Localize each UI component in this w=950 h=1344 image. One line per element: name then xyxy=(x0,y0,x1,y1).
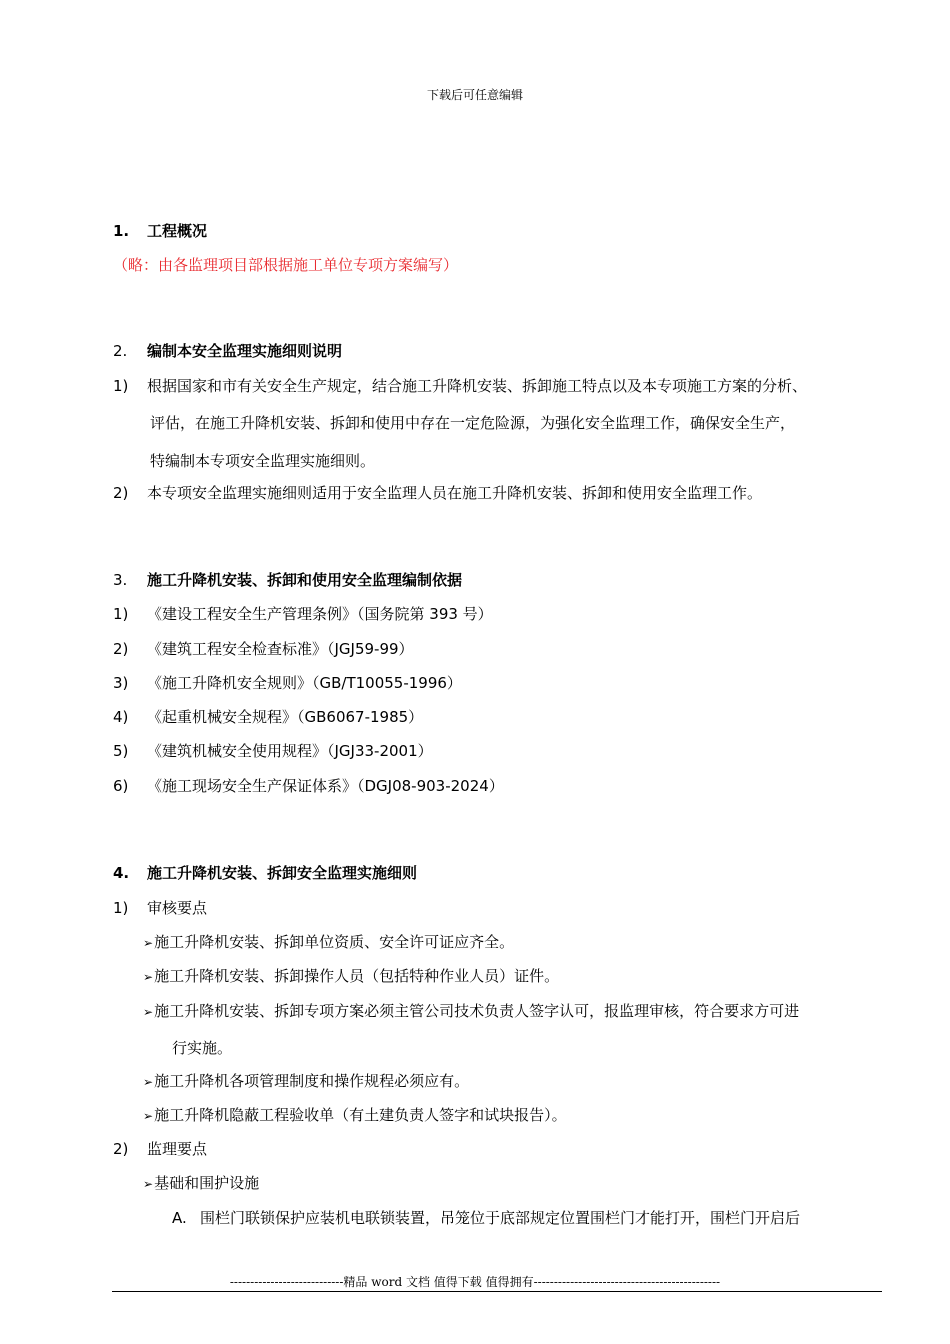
item-text: 根据国家和市有关安全生产规定，结合施工升降机安装、拆卸施工特点以及本专项施工方案的分析、 xyxy=(147,377,808,395)
item-number: 2) xyxy=(113,1140,129,1158)
section-title: 施工升降机安装、拆卸安全监理实施细则 xyxy=(147,864,418,882)
item-number: 5) xyxy=(113,742,129,760)
arrow-bullet-icon: ➢ xyxy=(143,936,154,950)
item-number: 2) xyxy=(113,640,129,658)
list-item xyxy=(113,775,504,796)
item-text: 《施工现场安全生产保证体系》（DGJ08-903-2024） xyxy=(147,777,504,795)
section-title: 工程概况 xyxy=(147,222,208,240)
item-number: 1) xyxy=(113,605,129,623)
list-item xyxy=(113,375,807,396)
item-text: 《建筑机械安全使用规程》（JGJ33-2001） xyxy=(147,742,433,760)
bullet-text: 施工升降机隐蔽工程验收单（有土建负责人签字和试块报告）。 xyxy=(154,1106,567,1124)
bullet-item xyxy=(143,1172,259,1193)
item-letter: A. xyxy=(172,1209,187,1227)
list-item xyxy=(113,638,414,659)
arrow-bullet-icon: ➢ xyxy=(143,1075,154,1089)
subsection-heading xyxy=(113,1138,207,1159)
item-text: 本专项安全监理实施细则适用于安全监理人员在施工升降机安装、拆卸和使用安全监理工作。 xyxy=(147,484,763,502)
bullet-item xyxy=(143,1104,567,1125)
item-text: 《施工升降机安全规则》（GB/T10055-1996） xyxy=(147,674,462,692)
list-item xyxy=(113,482,762,503)
section-2-heading xyxy=(113,340,342,361)
item-number: 1) xyxy=(113,899,129,917)
item-number: 3) xyxy=(113,674,129,692)
lettered-item xyxy=(172,1207,800,1228)
arrow-bullet-icon: ➢ xyxy=(143,1005,154,1019)
item-text: 围栏门联锁保护应装机电联锁装置，吊笼位于底部规定位置围栏门才能打开，围栏门开启后 xyxy=(200,1209,801,1227)
item-number: 2) xyxy=(113,484,129,502)
bullet-item xyxy=(143,1000,799,1021)
arrow-bullet-icon: ➢ xyxy=(143,1109,154,1123)
section-title: 施工升降机安装、拆卸和使用安全监理编制依据 xyxy=(147,571,463,589)
section-number: 3. xyxy=(113,571,128,589)
item-number: 4) xyxy=(113,708,129,726)
bullet-text: 施工升降机安装、拆卸单位资质、安全许可证应齐全。 xyxy=(154,933,515,951)
section-3-heading xyxy=(113,569,462,590)
page-header: 下载后可任意编辑 xyxy=(426,88,523,102)
bullet-text-continuation: 行实施。 xyxy=(172,1039,233,1057)
item-number: 1) xyxy=(113,377,129,395)
list-item xyxy=(113,672,462,693)
item-text: 《起重机械安全规程》（GB6067-1985） xyxy=(147,708,424,726)
bullet-text: 施工升降机安装、拆卸操作人员（包括特种作业人员）证件。 xyxy=(154,967,560,985)
item-text: 监理要点 xyxy=(147,1140,208,1158)
section-number: 4. xyxy=(113,864,130,882)
footer-divider xyxy=(112,1291,882,1292)
section-1-heading xyxy=(113,220,207,241)
subsection-heading xyxy=(113,897,207,918)
section-title: 编制本安全监理实施细则说明 xyxy=(147,342,343,360)
list-item xyxy=(113,706,423,727)
bullet-text: 基础和围护设施 xyxy=(154,1174,260,1192)
section-number: 2. xyxy=(113,342,128,360)
item-text-line: 评估，在施工升降机安装、拆卸和使用中存在一定危险源，为强化安全监理工作，确保安全生产， xyxy=(150,414,796,432)
arrow-bullet-icon: ➢ xyxy=(143,1177,154,1191)
arrow-bullet-icon: ➢ xyxy=(143,970,154,984)
bullet-text: 施工升降机各项管理制度和操作规程必须应有。 xyxy=(154,1072,470,1090)
list-item xyxy=(113,603,493,624)
item-text-line: 特编制本专项安全监理实施细则。 xyxy=(150,452,376,470)
bullet-item xyxy=(143,931,514,952)
bullet-text: 施工升降机安装、拆卸专项方案必须主管公司技术负责人签字认可，报监理审核，符合要求方可进 xyxy=(154,1002,800,1020)
item-text: 《建筑工程安全检查标准》（JGJ59-99） xyxy=(147,640,414,658)
item-number: 6) xyxy=(113,777,129,795)
section-1-note: （略：由各监理项目部根据施工单位专项方案编写） xyxy=(113,256,459,274)
item-text: 审核要点 xyxy=(147,899,208,917)
page-footer: ----------------------------精品 word 文档 值得下载 值得拥有---------------------------------------------- xyxy=(229,1275,721,1289)
section-number: 1. xyxy=(113,222,130,240)
bullet-item xyxy=(143,1070,469,1091)
section-4-heading xyxy=(113,862,417,883)
bullet-item xyxy=(143,965,559,986)
item-text: 《建设工程安全生产管理条例》（国务院第 393 号） xyxy=(147,605,493,623)
list-item xyxy=(113,740,433,761)
